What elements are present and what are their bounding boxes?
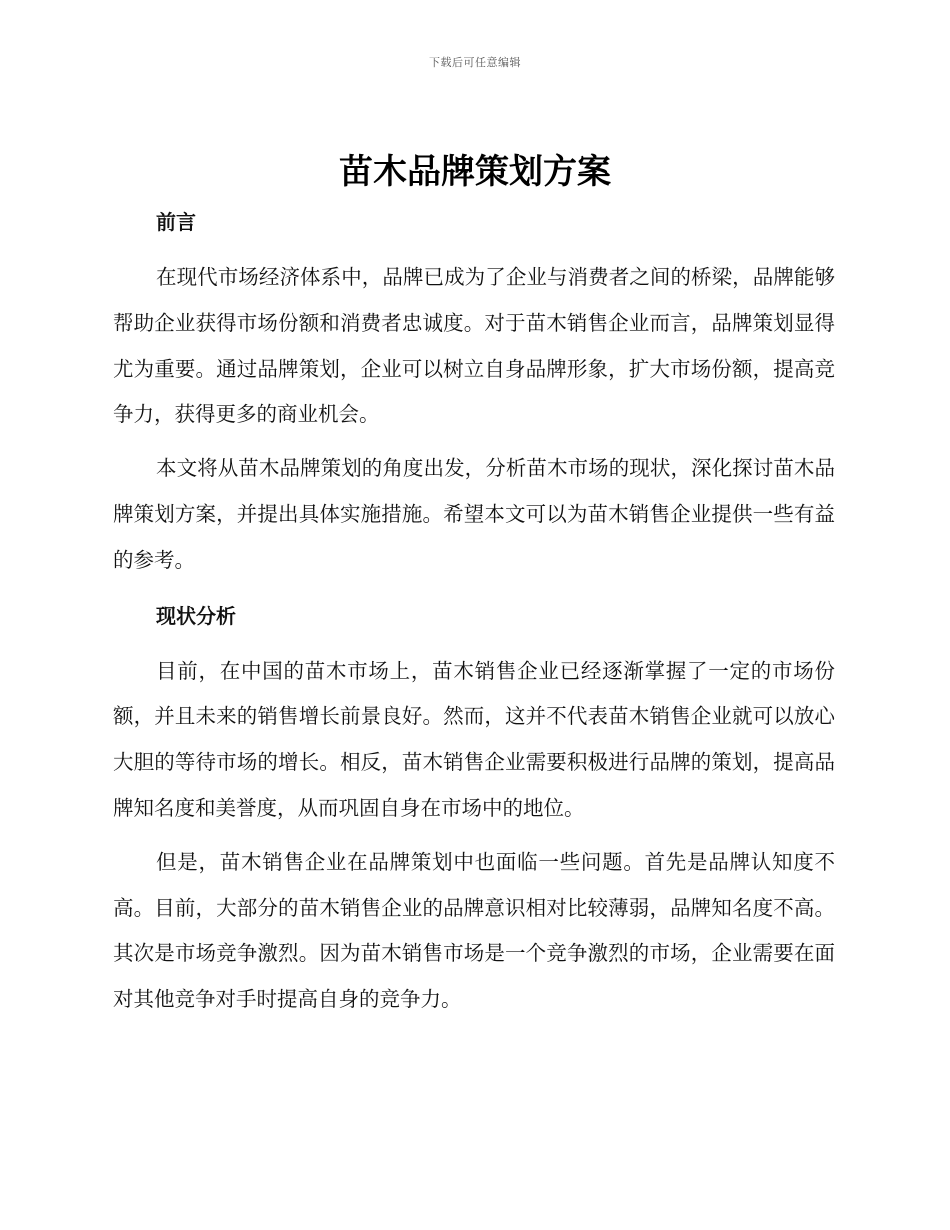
- paragraph: 但是，苗木销售企业在品牌策划中也面临一些问题。首先是品牌认知度不高。目前，大部分的苗木销售企业的品牌意识相对比较薄弱，品牌知名度不高。其次是市场竞争激烈。因为苗木销售市场是一个竞争激烈的市场，企业需要在面对其他竞争对手时提高自身的竞争力。: [113, 849, 835, 1012]
- document-title: 苗木品牌策划方案: [339, 152, 611, 192]
- paragraph: 本文将从苗木品牌策划的角度出发，分析苗木市场的现状，深化探讨苗木品牌策划方案，并提出具体实施措施。希望本文可以为苗木销售企业提供一些有益的参考。: [113, 456, 835, 572]
- header-note: 下载后可任意编辑: [429, 56, 521, 69]
- document-body: [113, 206, 835, 1023]
- section-heading-status-analysis: 现状分析: [156, 603, 236, 628]
- section-heading-preface: 前言: [156, 210, 196, 234]
- paragraph: 在现代市场经济体系中，品牌已成为了企业与消费者之间的桥梁，品牌能够帮助企业获得市场份额和消费者忠诚度。对于苗木销售企业而言，品牌策划显得尤为重要。通过品牌策划，企业可以树立自身品牌形象，扩大市场份额，提高竞争力，获得更多的商业机会。: [113, 265, 835, 427]
- paragraph: 目前，在中国的苗木市场上，苗木销售企业已经逐渐掌握了一定的市场份额，并且未来的销售增长前景良好。然而，这并不代表苗木销售企业就可以放心大胆的等待市场的增长。相反，苗木销售企业需要积极进行品牌的策划，提高品牌知名度和美誉度，从而巩固自身在市场中的地位。: [113, 658, 835, 820]
